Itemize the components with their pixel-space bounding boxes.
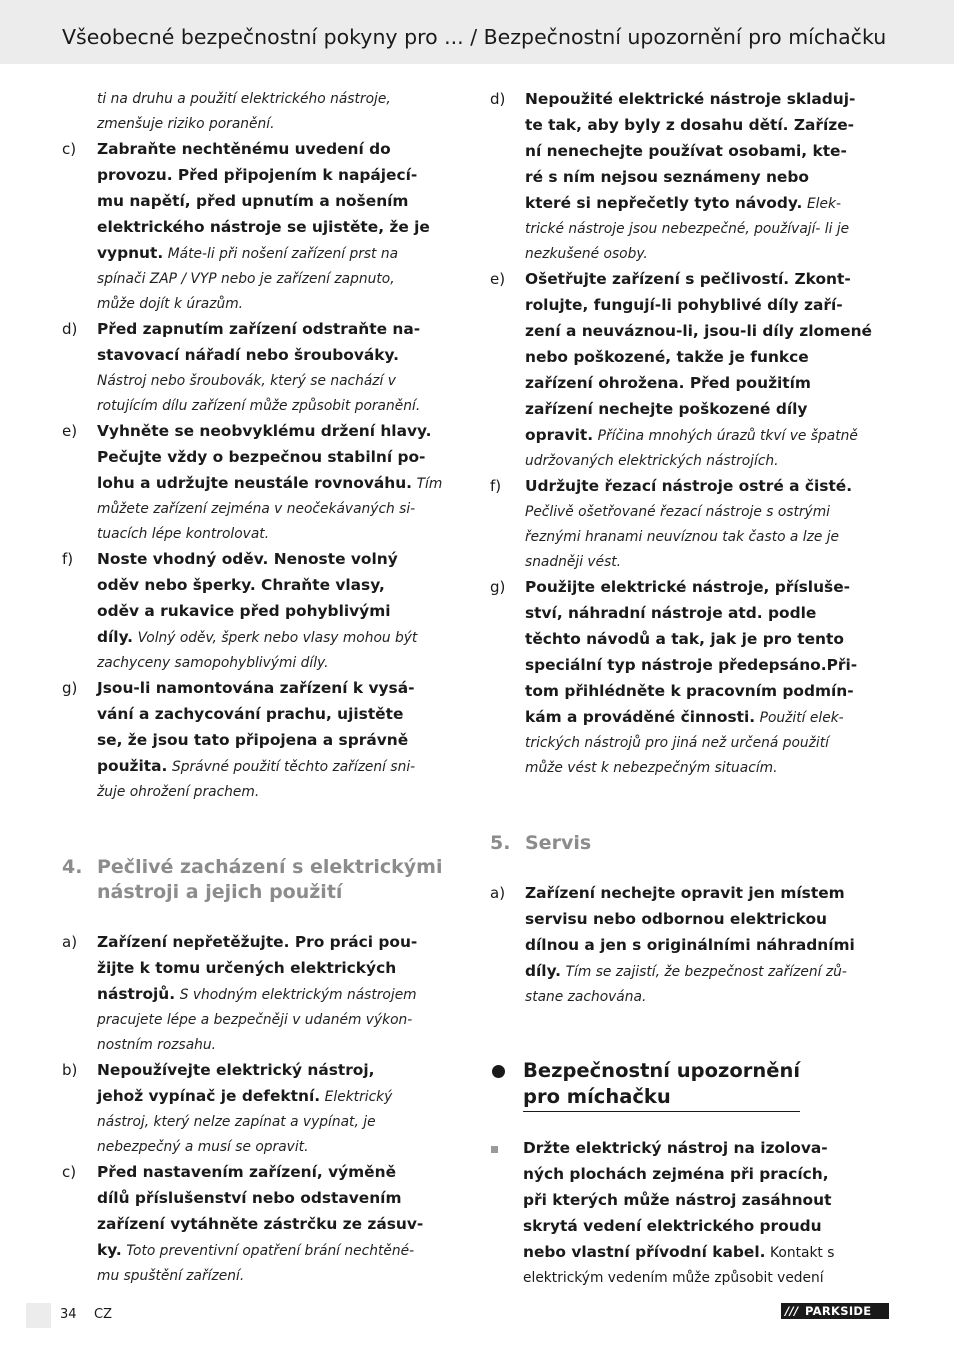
text-line bbox=[97, 625, 466, 651]
text-line bbox=[97, 1084, 466, 1110]
text-line bbox=[97, 702, 466, 728]
italic-text: Správné použití těchto zařízení sni- bbox=[171, 759, 416, 775]
mixer-safety-item bbox=[490, 1136, 894, 1291]
bold-text: při kterých může nástroj zasáhnout bbox=[523, 1191, 832, 1209]
list-item bbox=[62, 1160, 466, 1289]
bold-text: provozu. Před připojením k napájecí- bbox=[97, 166, 418, 184]
italic-line: řeznými hranami neuvíznou tak často a lze je bbox=[525, 529, 840, 545]
text-line bbox=[525, 113, 894, 139]
list-item bbox=[62, 676, 466, 805]
bold-text: Nepoužité elektrické nástroje skladuj- bbox=[525, 90, 856, 108]
list-item bbox=[62, 930, 466, 1058]
bold-text: nebo poškozené, takže je funkce bbox=[525, 348, 809, 366]
bold-text: Vyhněte se neobvyklému držení hlavy. bbox=[97, 422, 432, 440]
bold-text: lohu a udržujte neustále rovnováhu. bbox=[97, 474, 413, 492]
text-line bbox=[97, 317, 466, 343]
bold-text: ky. bbox=[97, 1241, 122, 1259]
italic-line: může vést k nebezpečným situacím. bbox=[525, 760, 778, 776]
text-line bbox=[525, 319, 894, 345]
italic-text: Máte-li při nošení zařízení prst na bbox=[167, 246, 399, 262]
text-line bbox=[97, 215, 466, 241]
italic-text: Elek- bbox=[806, 196, 841, 212]
item-letter: a) bbox=[490, 884, 506, 902]
bold-text: žijte k tomu určených elektrických bbox=[97, 959, 397, 977]
italic-text: Volný oděv, šperk nebo vlasy mohou být bbox=[137, 630, 418, 646]
text-line bbox=[97, 445, 466, 471]
service-list bbox=[490, 881, 894, 1010]
text-line bbox=[523, 1162, 894, 1188]
text-line bbox=[525, 627, 894, 653]
text-line bbox=[525, 139, 894, 165]
italic-line: rotujícím dílu zařízení může způsobit poranění. bbox=[97, 398, 421, 414]
text-line bbox=[97, 573, 466, 599]
bold-text: ných plochách zejména při pracích, bbox=[523, 1165, 829, 1183]
italic-line: nebezpečný a musí se opravit. bbox=[97, 1139, 309, 1155]
italic-text: Elektrický bbox=[324, 1089, 393, 1105]
italic-line: nezkušené osoby. bbox=[525, 246, 648, 262]
item-letter: f) bbox=[62, 550, 74, 568]
text-line bbox=[97, 1058, 466, 1084]
bold-text: opravit. bbox=[525, 426, 594, 444]
page-number: 34 bbox=[60, 1307, 77, 1322]
section-number: 5. bbox=[490, 832, 511, 854]
text-line bbox=[97, 241, 466, 267]
list-item bbox=[62, 1058, 466, 1160]
text-line bbox=[525, 423, 894, 449]
item-letter: g) bbox=[62, 679, 78, 697]
right-column bbox=[490, 87, 894, 1291]
text-line bbox=[97, 930, 466, 956]
italic-line: můžete zařízení zejména v neočekávaných si- bbox=[97, 501, 416, 517]
list-item bbox=[490, 474, 894, 575]
bold-text: jehož vypínač je defektní. bbox=[97, 1087, 321, 1105]
square-bullet-icon bbox=[491, 1146, 498, 1153]
mixer-safety-heading bbox=[490, 1058, 894, 1112]
bold-text: Před nastavením zařízení, výměně bbox=[97, 1163, 397, 1181]
italic-line: udržovaných elektrických nástrojích. bbox=[525, 453, 779, 469]
bold-text: díly. bbox=[525, 962, 562, 980]
bold-text: skrytá vedení elektrického proudu bbox=[523, 1217, 822, 1235]
footer-box bbox=[26, 1303, 51, 1328]
text-line bbox=[525, 474, 894, 500]
italic-line: tuacích lépe kontrolovat. bbox=[97, 526, 270, 542]
bold-text: Zařízení nechejte opravit jen místem bbox=[525, 884, 845, 902]
bold-text: tom přihlédněte k pracovním podmín- bbox=[525, 682, 854, 700]
list-item bbox=[62, 419, 466, 547]
bold-text: Ošetřujte zařízení s pečlivostí. Zkont- bbox=[525, 270, 851, 288]
italic-text: Tím bbox=[416, 476, 443, 492]
list-item bbox=[62, 137, 466, 317]
bold-text: rolujte, fungují-li pohyblivé díly zaří- bbox=[525, 296, 843, 314]
text-line bbox=[525, 907, 894, 933]
text-line bbox=[97, 956, 466, 982]
text-line bbox=[525, 959, 894, 985]
list-item bbox=[490, 267, 894, 474]
text-line bbox=[525, 397, 894, 423]
logo-stripes: /// bbox=[785, 1304, 799, 1318]
text-line bbox=[525, 881, 894, 907]
item-letter: c) bbox=[62, 140, 77, 158]
text-line bbox=[97, 1186, 466, 1212]
mixer-heading-text bbox=[523, 1058, 800, 1112]
bold-text: použita. bbox=[97, 757, 168, 775]
bold-text: zení a neuváznou-li, jsou-li díly zlomené bbox=[525, 322, 872, 340]
bold-text: Zařízení nepřetěžujte. Pro práci pou- bbox=[97, 933, 418, 951]
bold-text: nebo vlastní přívodní kabel. bbox=[523, 1243, 766, 1261]
bold-text: těchto návodů a tak, jak je pro tento bbox=[525, 630, 844, 648]
bold-text: vypnut. bbox=[97, 244, 164, 262]
italic-line: trických nástrojů pro jiná než určená použití bbox=[525, 735, 829, 751]
text-line bbox=[97, 599, 466, 625]
bold-text: Použijte elektrické nástroje, přísluše- bbox=[525, 578, 851, 596]
bold-text: Držte elektrický nástroj na izolova- bbox=[523, 1139, 828, 1157]
bold-text: stavovací nářadí nebo šroubováky. bbox=[97, 346, 399, 364]
italic-line: nostním rozsahu. bbox=[97, 1037, 217, 1053]
logo-text: PARKSIDE bbox=[805, 1304, 872, 1318]
italic-line: stane zachována. bbox=[525, 989, 647, 1005]
text-line bbox=[525, 267, 894, 293]
bold-text: dílnou a jen s originálními náhradními bbox=[525, 936, 855, 954]
italic-line: mu spuštění zařízení. bbox=[97, 1268, 245, 1284]
bold-text: kám a prováděné činnosti. bbox=[525, 708, 756, 726]
list-item bbox=[490, 87, 894, 267]
text-line bbox=[97, 1238, 466, 1264]
bold-text: oděv nebo šperky. Chraňte vlasy, bbox=[97, 576, 385, 594]
text-line bbox=[525, 705, 894, 731]
list-item bbox=[490, 575, 894, 781]
item-letter: f) bbox=[490, 477, 502, 495]
parkside-logo bbox=[781, 1303, 889, 1319]
item-letter: d) bbox=[62, 320, 78, 338]
continued-text bbox=[62, 87, 466, 137]
text-line bbox=[97, 419, 466, 445]
safety-list bbox=[490, 87, 894, 781]
text-line bbox=[97, 676, 466, 702]
bold-text: Udržujte řezací nástroje ostré a čisté. bbox=[525, 477, 853, 495]
bold-text: elektrického nástroje se ujistěte, že je bbox=[97, 218, 430, 236]
text-line bbox=[525, 87, 894, 113]
italic-text: S vhodným elektrickým nástrojem bbox=[179, 987, 417, 1003]
bold-text: Před zapnutím zařízení odstraňte na- bbox=[97, 320, 421, 338]
text-line bbox=[97, 343, 466, 369]
bold-text: Zabraňte nechtěnému uvedení do bbox=[97, 140, 391, 158]
language-code: CZ bbox=[94, 1307, 112, 1322]
italic-text: Toto preventivní opatření brání nechtěné- bbox=[126, 1243, 415, 1259]
bullet-dot-icon bbox=[492, 1065, 505, 1078]
text-line bbox=[97, 754, 466, 780]
text-line bbox=[97, 189, 466, 215]
list-item bbox=[62, 547, 466, 676]
italic-line: zachyceny samopohyblivými díly. bbox=[97, 655, 329, 671]
italic-text: Tím se zajistí, že bezpečnost zařízení zů- bbox=[565, 964, 847, 980]
bold-text: Nepoužívejte elektrický nástroj, bbox=[97, 1061, 375, 1079]
text-line bbox=[525, 165, 894, 191]
text-line: ti na druhu a použití elektrického nástroje, bbox=[97, 91, 391, 107]
text-line bbox=[97, 137, 466, 163]
italic-line: žuje ohrožení prachem. bbox=[97, 784, 260, 800]
bold-text: speciální typ nástroje předepsáno.Při- bbox=[525, 656, 858, 674]
italic-line: Pečlivě ošetřované řezací nástroje s ostrými bbox=[525, 504, 830, 520]
bold-text: dílů příslušenství nebo odstavením bbox=[97, 1189, 402, 1207]
heading-line: Bezpečnostní upozornění bbox=[523, 1059, 801, 1082]
text-line bbox=[523, 1188, 894, 1214]
list-item bbox=[490, 881, 894, 1010]
section-4-heading bbox=[62, 855, 466, 905]
text-line bbox=[525, 933, 894, 959]
italic-text: Použití elek- bbox=[759, 710, 844, 726]
text-line bbox=[97, 471, 466, 497]
text-line bbox=[525, 601, 894, 627]
italic-line: trické nástroje jsou nebezpečné, používají- li je bbox=[525, 221, 850, 237]
normal-text: Kontakt s bbox=[770, 1245, 835, 1261]
bold-text: které si nepřečetly tyto návody. bbox=[525, 194, 803, 212]
text-line bbox=[525, 575, 894, 601]
left-column bbox=[62, 87, 466, 1289]
italic-line: nástroj, který nelze zapínat a vypínat, je bbox=[97, 1114, 376, 1130]
item-letter: g) bbox=[490, 578, 506, 596]
bold-text: Jsou-li namontována zařízení k vysá- bbox=[97, 679, 415, 697]
bold-text: díly. bbox=[97, 628, 134, 646]
text-line bbox=[525, 679, 894, 705]
bold-text: nástrojů. bbox=[97, 985, 176, 1003]
text-line bbox=[97, 728, 466, 754]
text-line bbox=[525, 371, 894, 397]
tool-use-list bbox=[62, 930, 466, 1289]
bold-text: Noste vhodný oděv. Nenoste volný bbox=[97, 550, 398, 568]
text-line bbox=[97, 1212, 466, 1238]
text-line bbox=[97, 547, 466, 573]
item-letter: d) bbox=[490, 90, 506, 108]
section-title-line: nástroji a jejich použití bbox=[97, 881, 343, 903]
bold-text: zařízení nechejte poškozené díly bbox=[525, 400, 808, 418]
bold-text: mu napětí, před upnutím a nošením bbox=[97, 192, 409, 210]
italic-line: může dojít k úrazům. bbox=[97, 296, 244, 312]
text-line bbox=[97, 163, 466, 189]
section-title-line: Pečlivé zacházení s elektrickými bbox=[97, 856, 443, 878]
section-title-line: Servis bbox=[525, 832, 592, 854]
item-letter: e) bbox=[62, 422, 78, 440]
italic-line: Nástroj nebo šroubovák, který se nachází v bbox=[97, 373, 396, 389]
page-title: Všeobecné bezpečnostní pokyny pro ... / Bezpečnostní upozornění pro míchačku bbox=[62, 25, 887, 49]
italic-line: snadněji vést. bbox=[525, 554, 622, 570]
bold-text: oděv a rukavice před pohyblivými bbox=[97, 602, 391, 620]
text-line bbox=[525, 345, 894, 371]
italic-line: pracujete lépe a bezpečněji v udaném výkon- bbox=[97, 1012, 413, 1028]
bold-text: ství, náhradní nástroje atd. podle bbox=[525, 604, 817, 622]
bold-text: Pečujte vždy o bezpečnou stabilní po- bbox=[97, 448, 426, 466]
page-header bbox=[0, 0, 954, 64]
text-line bbox=[523, 1214, 894, 1240]
item-letter: c) bbox=[62, 1163, 77, 1181]
section-5-heading bbox=[490, 831, 894, 856]
text-line bbox=[97, 1160, 466, 1186]
text-line bbox=[525, 191, 894, 217]
italic-text: Příčina mnohých úrazů tkví ve špatně bbox=[597, 428, 858, 444]
bold-text: ré s ním nejsou seznámeny nebo bbox=[525, 168, 809, 186]
normal-line: elektrickým vedením může způsobit vedení bbox=[523, 1270, 824, 1286]
bold-text: te tak, aby byly z dosahu dětí. Zaříze- bbox=[525, 116, 855, 134]
safety-list bbox=[62, 137, 466, 805]
text-line bbox=[525, 653, 894, 679]
list-item bbox=[62, 317, 466, 419]
text-line bbox=[523, 1136, 894, 1162]
bold-text: zařízení vytáhněte zástrčku ze zásuv- bbox=[97, 1215, 424, 1233]
item-letter: a) bbox=[62, 933, 78, 951]
italic-line: spínači ZAP / VYP nebo je zařízení zapnuto, bbox=[97, 271, 395, 287]
bold-text: zařízení ohrožena. Před použitím bbox=[525, 374, 811, 392]
text-line bbox=[525, 293, 894, 319]
bold-text: vání a zachycování prachu, ujistěte bbox=[97, 705, 404, 723]
bold-text: se, že jsou tato připojena a správně bbox=[97, 731, 409, 749]
section-number: 4. bbox=[62, 856, 83, 878]
text-line bbox=[523, 1240, 894, 1266]
item-letter: e) bbox=[490, 270, 506, 288]
bold-text: servisu nebo odbornou elektrickou bbox=[525, 910, 828, 928]
bold-text: ní nenechejte používat osobami, kte- bbox=[525, 142, 847, 160]
text-line bbox=[97, 982, 466, 1008]
text-line: zmenšuje riziko poranění. bbox=[97, 116, 275, 132]
heading-line: pro míchačku bbox=[523, 1085, 671, 1108]
item-letter: b) bbox=[62, 1061, 78, 1079]
